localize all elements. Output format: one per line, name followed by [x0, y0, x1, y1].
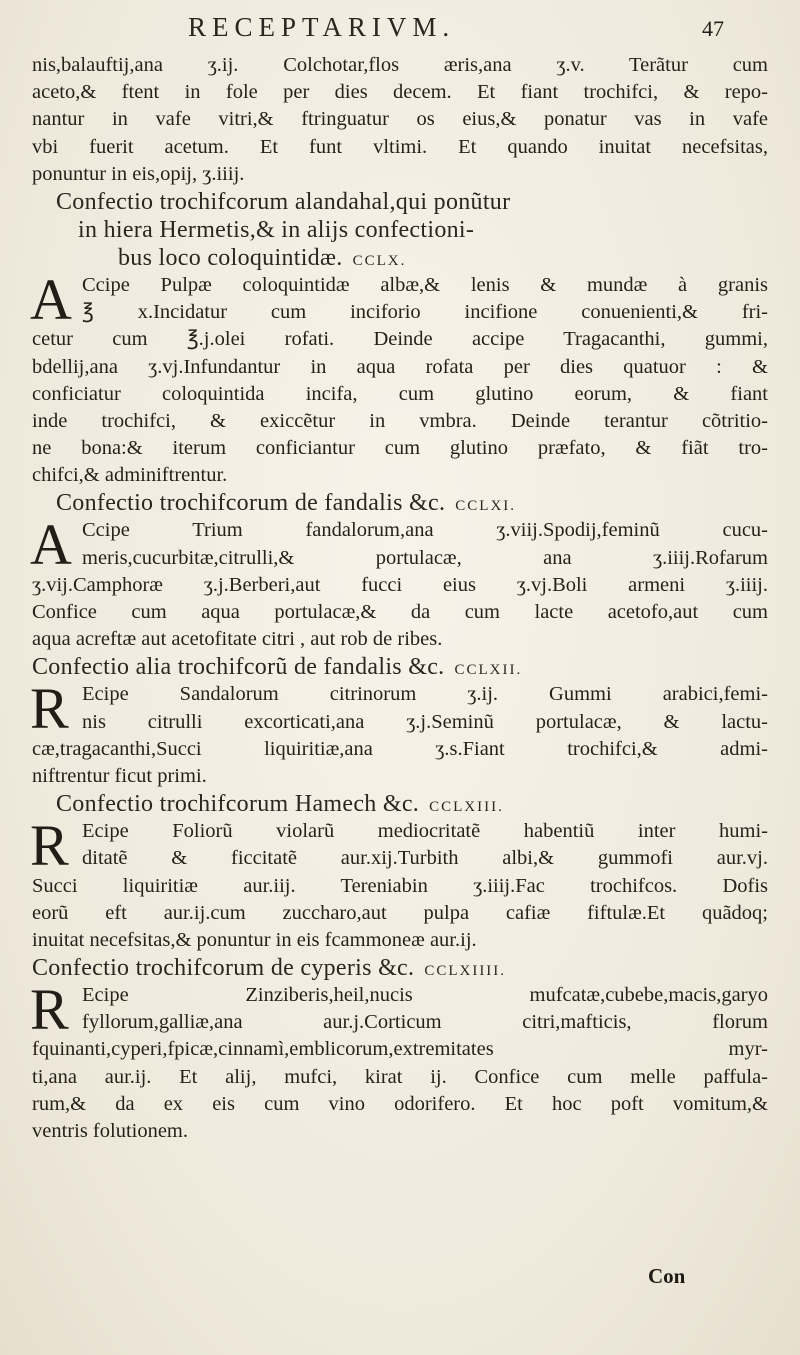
text-line: inde trochifci, & exiccẽtur in vmbra. Deinde terantur cõtritio- [32, 409, 768, 432]
text-line: ne bona:& iterum conficiantur cum glutino præfato, & fiãt tro- [32, 437, 768, 460]
section-number: CCLXIIII. [424, 963, 507, 980]
recipe-section [32, 653, 768, 790]
text-line: Succi liquiritiæ aur.iij. Tereniabin ʒ.iiij.Fac trochifcos. Dofis [32, 874, 768, 897]
text-line: ditatẽ & ficcitatẽ aur.xij.Turbith albi,& gummofi aur.vj. [82, 847, 768, 870]
text-line: fquinanti,cyperi,fpicæ,cinnamì,emblicorum,extremitates myr- [32, 1038, 768, 1061]
section-number: CCLXII. [454, 662, 523, 679]
section-heading [32, 653, 768, 681]
text-line: rum,& da ex eis cum vino odorifero. Et hoc poft vomitum,& [32, 1092, 768, 1115]
text-line: Ccipe Trium fandalorum,ana ʒ.viij.Spodij,feminũ cucu- [82, 519, 768, 542]
recipe-text [30, 512, 768, 653]
text-line: ponuntur in eis,opij, ʒ.iiij. [32, 162, 245, 185]
page-header [0, 10, 800, 40]
recipe-text [30, 977, 768, 1145]
heading-text: Confectio trochifcorum de cyperis &c. [32, 955, 415, 982]
text-line: fyllorum,galliæ,ana aur.j.Corticum citri,mafticis, florum [82, 1011, 768, 1034]
text-line: Ecipe Sandalorum citrinorum ʒ.ij. Gummi arabici,femi- [82, 683, 768, 706]
drop-cap: R [30, 813, 69, 879]
recipe-section [32, 790, 768, 954]
text-line: cæ,tragacanthi,Succi liquiritiæ,ana ʒ.s.Fiant trochifci,& admi- [32, 737, 768, 760]
running-head: RECEPTARIVM. [188, 12, 456, 42]
text-line: ℥ x.Incidatur cum inciforio incifione conuenienti,& fri- [82, 301, 768, 324]
text-line: ʒ.vij.Camphoræ ʒ.j.Berberi,aut fucci eius ʒ.vj.Boli armeni ʒ.iiij. [32, 573, 768, 596]
drop-cap: A [30, 266, 72, 332]
recipe-text [30, 676, 768, 790]
heading-text: Confectio trochifcorum alandahal,qui ponũtur [56, 188, 511, 215]
drop-cap: R [30, 676, 69, 742]
recipe-text [30, 266, 768, 490]
text-line: aqua acreftæ aut acetofitate citri , aut rob de ribes. [32, 628, 443, 651]
heading-text: in hiera Hermetis,& in alijs confectioni- [78, 216, 475, 243]
section-heading [32, 954, 768, 982]
text-line: nantur in vafe vitri,& ftringuatur os eius,& ponatur vas in vafe [32, 108, 768, 131]
page-number: 47 [702, 16, 724, 41]
section-number: CCLXIII. [429, 799, 504, 816]
text-line: Ccipe Pulpæ coloquintidæ albæ,& lenis & mundæ à granis [82, 273, 768, 296]
section-heading [32, 216, 768, 244]
drop-cap: A [30, 512, 72, 578]
text-line: chifci,& adminiftrentur. [32, 464, 228, 487]
text-line: conficiatur coloquintida incifa, cum glutino eorum, & fiant [32, 382, 768, 405]
heading-text: Confectio alia trochifcorũ de fandalis &c. [32, 654, 445, 681]
recipe-section [32, 954, 768, 1145]
text-line: ti,ana aur.ij. Et alij, mufci, kirat ij. Confice cum melle paffula- [32, 1065, 768, 1088]
text-line: aceto,& ftent in fole per dies decem. Et fiant trochifci, & repo- [32, 81, 768, 104]
text-line: Ecipe Foliorũ violarũ mediocritatẽ habentiũ inter humi- [82, 820, 768, 843]
text-line: vbi fuerit acetum. Et funt vltimi. Et quando inuitat necefsitas, [32, 135, 768, 158]
section-number: CCLXI. [455, 498, 517, 515]
section-heading [32, 489, 768, 517]
text-line: Ecipe Zinziberis,heil,nucis mufcatæ,cubebe,macis,garyo [82, 984, 768, 1007]
catchword: Con [648, 1264, 686, 1288]
recipe-section [32, 489, 768, 653]
text-line: eorũ eft aur.ij.cum zuccharo,aut pulpa cafiæ fiftulæ.Et quãdoq; [32, 901, 768, 924]
text-line: ventris folutionem. [32, 1120, 189, 1142]
text-line: bdellij,ana ʒ.vj.Infundantur in aqua rofata per dies quatuor : & [32, 355, 768, 378]
text-line: meris,cucurbitæ,citrulli,& portulacæ, ana ʒ.iiij.Rofarum [82, 546, 768, 569]
recipe-section [32, 188, 768, 490]
heading-text: bus loco coloquintidæ. [118, 244, 343, 271]
heading-text: Confectio trochifcorum Hamech &c. [56, 791, 420, 818]
continuation-paragraph [32, 52, 768, 188]
section-heading [32, 790, 768, 818]
recipe-text [30, 813, 768, 954]
text-line: nis citrulli excorticati,ana ʒ.j.Seminũ portulacæ, & lactu- [82, 710, 768, 733]
text-line: niftrentur ficut primi. [32, 764, 207, 787]
section-heading [32, 244, 768, 272]
text-block [32, 52, 768, 1145]
text-line: Confice cum aqua portulacæ,& da cum lacte acetofo,aut cum [32, 601, 768, 623]
section-number: CCLX. [352, 252, 407, 269]
text-line: nis,balauftij,ana ʒ.ij. Colchotar,flos æris,ana ʒ.v. Terãtur cum [32, 54, 768, 76]
text-line: inuitat necefsitas,& ponuntur in eis fcammoneæ aur.ij. [32, 928, 477, 951]
heading-text: Confectio trochifcorum de fandalis &c. [56, 490, 446, 517]
section-heading [32, 188, 768, 216]
text-line: cetur cum ℥.j.olei rofati. Deinde accipe Tragacanthi, gummi, [32, 328, 768, 351]
drop-cap: R [30, 977, 69, 1043]
